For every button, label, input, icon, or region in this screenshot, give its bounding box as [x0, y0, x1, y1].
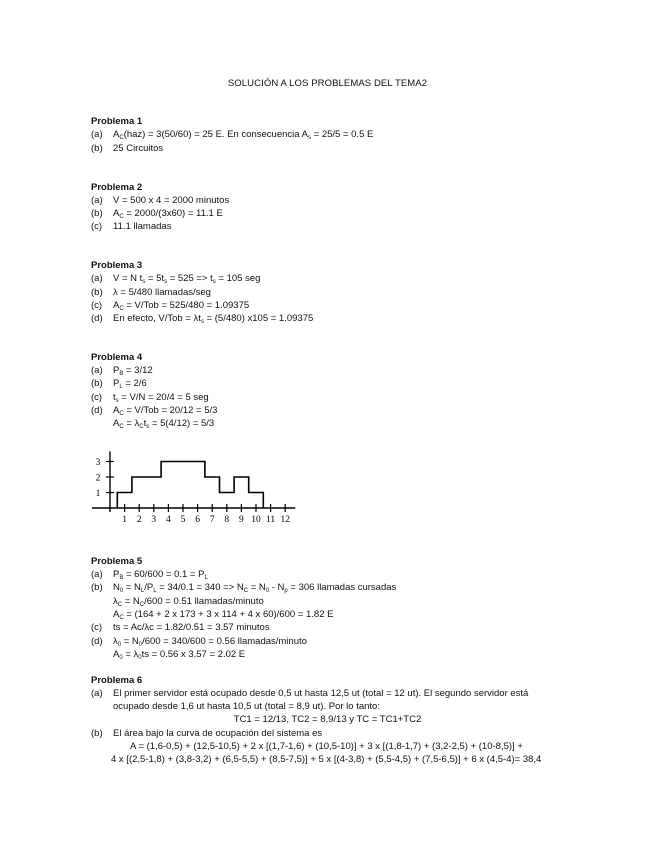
problem-4-heading: Problema 4 — [91, 352, 143, 363]
problem-6-b-formula-line1: A = (1,6-0,5) + (12,5-10,5) + 2 x [(1,7-1,6) + (10,5-10)] + 3 x [(1,8-1,7) + (3,2-2,5) + (10-8,5)] + — [130, 741, 523, 752]
problem-5-heading: Problema 5 — [91, 556, 143, 567]
problem-5-d: (d) $\lambda_0 = N_0/600 = 340/600 = 0.56$ llamadas/minuto — [91, 636, 307, 648]
problem-5-c: (c) ts = Ac/λc = 1.82/0.51 = 3.57 minutos — [91, 622, 270, 633]
problem-4-c: (c) $t_s = V/N = 20/4 = 5$ seg — [91, 392, 209, 404]
y-tick-label: 1 — [95, 489, 101, 499]
problem-4-d: (d) $A_C = V/Tob = 20/12 = 5/3$ — [91, 405, 218, 417]
problem-3-c: (c) $A_C = V/Tob = 525/480 = 1.09375$ — [91, 300, 250, 312]
x-tick-label: 5 — [180, 515, 186, 525]
problem-4-d-continued: $A_C = \lambda_Ct_s = 5(4/12) = 5/3$ — [113, 418, 215, 430]
occupancy-step-chart — [88, 440, 308, 532]
page-title: SOLUCIÓN A LOS PROBLEMAS DEL TEMA2 — [227, 78, 428, 89]
problem-4-a: (a) $P_B = 3/12$ — [91, 365, 153, 377]
problem-6-b-formula-line2: 4 x [(2,5-1,8) + (3,8-3,2) + (6,5-5,5) + (8,5-7,5)] + 5 x [(4-3,8) + (5,5-4,5) + (7,5-6,5)] + 6 x (4,5-4)= 38,4 — [111, 754, 542, 765]
problem-6-b: (b) El área bajo la curva de ocupación del sistema es — [91, 728, 323, 739]
problem-1-a: (a) $A_C(haz) = 3(50/60) = 25$ E. En consecuencia $A_s = 25/5 = 0.5$ E — [91, 129, 374, 141]
occupancy-step-line — [117, 462, 263, 509]
problem-5-b-line2: $\lambda_C = N_C/600 = 0.51$ llamadas/minuto — [113, 596, 264, 608]
problem-2-c: (c) 11.1 llamadas — [91, 221, 172, 232]
x-tick-label: 8 — [224, 515, 230, 525]
problem-5-d-line2: $A_0 = \lambda_0ts = 0.56$ x 3.57 = 2.02 E — [113, 649, 246, 661]
problem-2-a: (a) V = 500 x 4 = 2000 minutos — [91, 195, 230, 206]
problem-2-b: (b) $A_C = 2000/(3x60) = 11.1$ E — [91, 208, 223, 220]
problem-3-a: (a) V = N $t_s = 5t_s = 525 => t_s = 105$ seg — [91, 273, 261, 285]
x-tick-label: 12 — [280, 515, 290, 525]
problem-5-a: (a) $P_B = 60/600 = 0.1 = P_L$ — [91, 569, 208, 581]
problem-6-a: (a) El primer servidor está ocupado desde 0,5 ut hasta 12,5 ut (total = 12 ut). El segundo servidor está — [91, 688, 529, 699]
problem-6-heading: Problema 6 — [91, 675, 143, 686]
y-tick-label: 2 — [95, 473, 101, 484]
x-tick-label: 7 — [209, 515, 215, 525]
problem-6-a-line2: ocupado desde 1,6 ut hasta 10,5 ut (total = 8,9 ut). Por lo tanto: — [113, 701, 380, 712]
problem-1-heading: Problema 1 — [91, 116, 143, 127]
x-tick-label: 11 — [266, 515, 276, 525]
problem-2-heading: Problema 2 — [91, 182, 143, 193]
problem-6-a-formula: TC1 = 12/13, TC2 = 8,9/13 y TC = TC1+TC2 — [233, 714, 422, 725]
x-tick-label: 2 — [136, 515, 142, 525]
y-tick-label: 3 — [95, 458, 101, 468]
x-tick-label: 3 — [151, 515, 157, 525]
problem-1-b: (b) 25 Circuitos — [91, 143, 164, 154]
x-tick-label: 1 — [122, 515, 127, 525]
x-tick-label: 9 — [239, 515, 244, 525]
problem-3-b: (b) λ = 5/480 llamadas/seg — [91, 287, 211, 298]
problem-3-d: (d) En efecto, $V/Tob = \lambda t_s = (5/480) x105 = 1.09375$ — [91, 313, 314, 325]
x-tick-label: 4 — [166, 515, 171, 525]
problem-5-b: (b) $N_0 = N_L/P_L = 34/0.1 = 340 => N_C = N_0 - N_p = 306$ llamadas cursadas — [91, 582, 397, 594]
problem-5-b-line3: $A_C = (164 + 2$ x 173 + 3 x 114 + 4 x 60)/600 = 1.82 E — [113, 609, 334, 621]
problem-4-b: (b) $P_L = 2/6$ — [91, 378, 147, 390]
problem-3-heading: Problema 3 — [91, 260, 143, 271]
x-tick-label: 6 — [195, 515, 200, 525]
x-tick-label: 10 — [251, 515, 261, 525]
